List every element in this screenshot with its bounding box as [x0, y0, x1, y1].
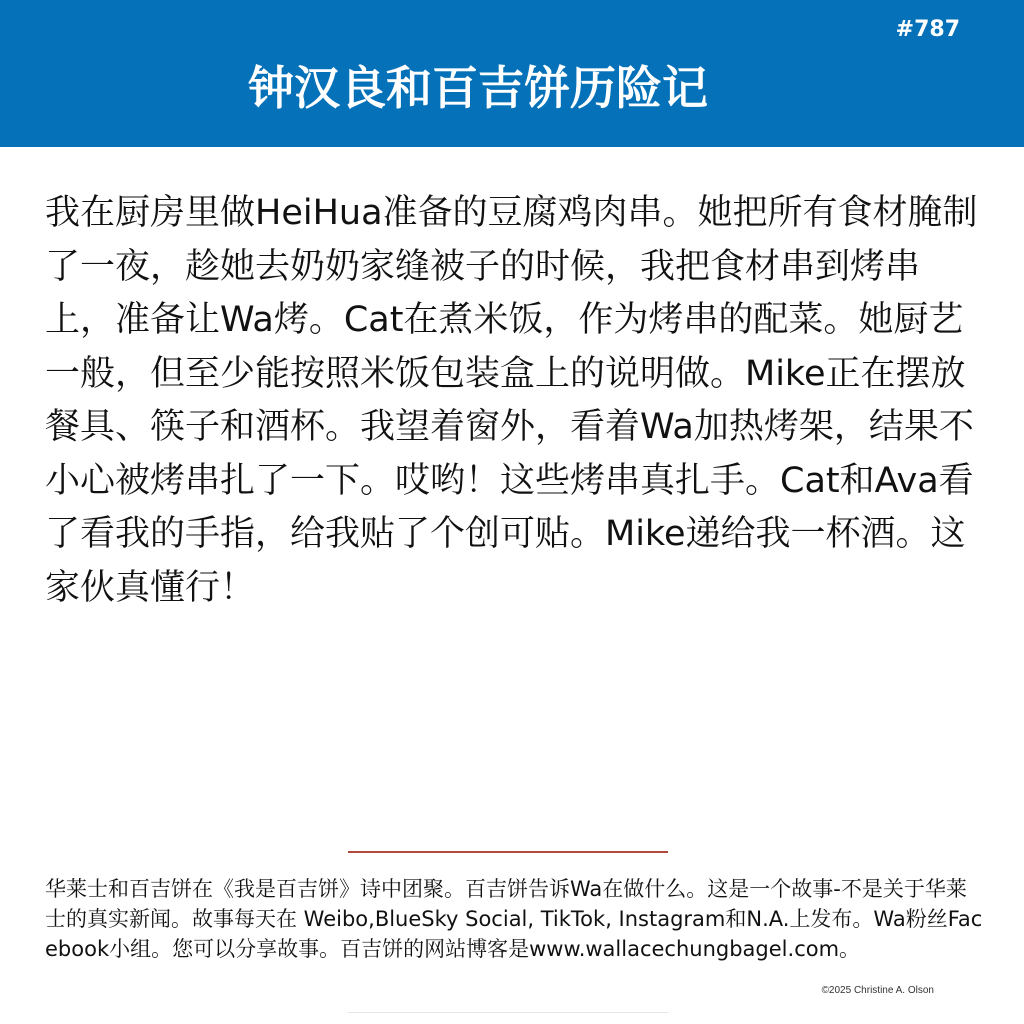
- header-banner: [0, 0, 1024, 147]
- bottom-divider: [348, 1012, 668, 1013]
- page-title: 钟汉良和百吉饼历险记: [248, 61, 708, 115]
- footer-divider: [348, 851, 668, 853]
- episode-number: #787: [895, 17, 960, 42]
- copyright-notice: ©2025 Christine A. Olson: [821, 985, 934, 996]
- footer-note: 华莱士和百吉饼在《我是百吉饼》诗中团聚。百吉饼告诉Wa在做什么。这是一个故事-不是关于华莱士的真实新闻。故事每天在 Weibo,BlueSky Social, TikTok, Instagram和N.A.上发布。Wa粉丝Facebook小组。您可以分享故事。百吉饼的网站博客是www.wallacechungbagel.com。: [45, 877, 983, 961]
- story-text: 我在厨房里做HeiHua准备的豆腐鸡肉串。她把所有食材腌制了一夜，趁她去奶奶家缝被子的时候，我把食材串到烤串上，准备让Wa烤。Cat在煮米饭，作为烤串的配菜。她厨艺一般，但至少能按照米饭包装盒上的说明做。Mike正在摆放餐具、筷子和酒杯。我望着窗外，看着Wa加热烤架，结果不小心被烤串扎了一下。哎哟！这些烤串真扎手。Cat和Ava看了看我的手指，给我贴了个创可贴。Mike递给我一杯酒。这家伙真懂行！: [45, 193, 978, 608]
